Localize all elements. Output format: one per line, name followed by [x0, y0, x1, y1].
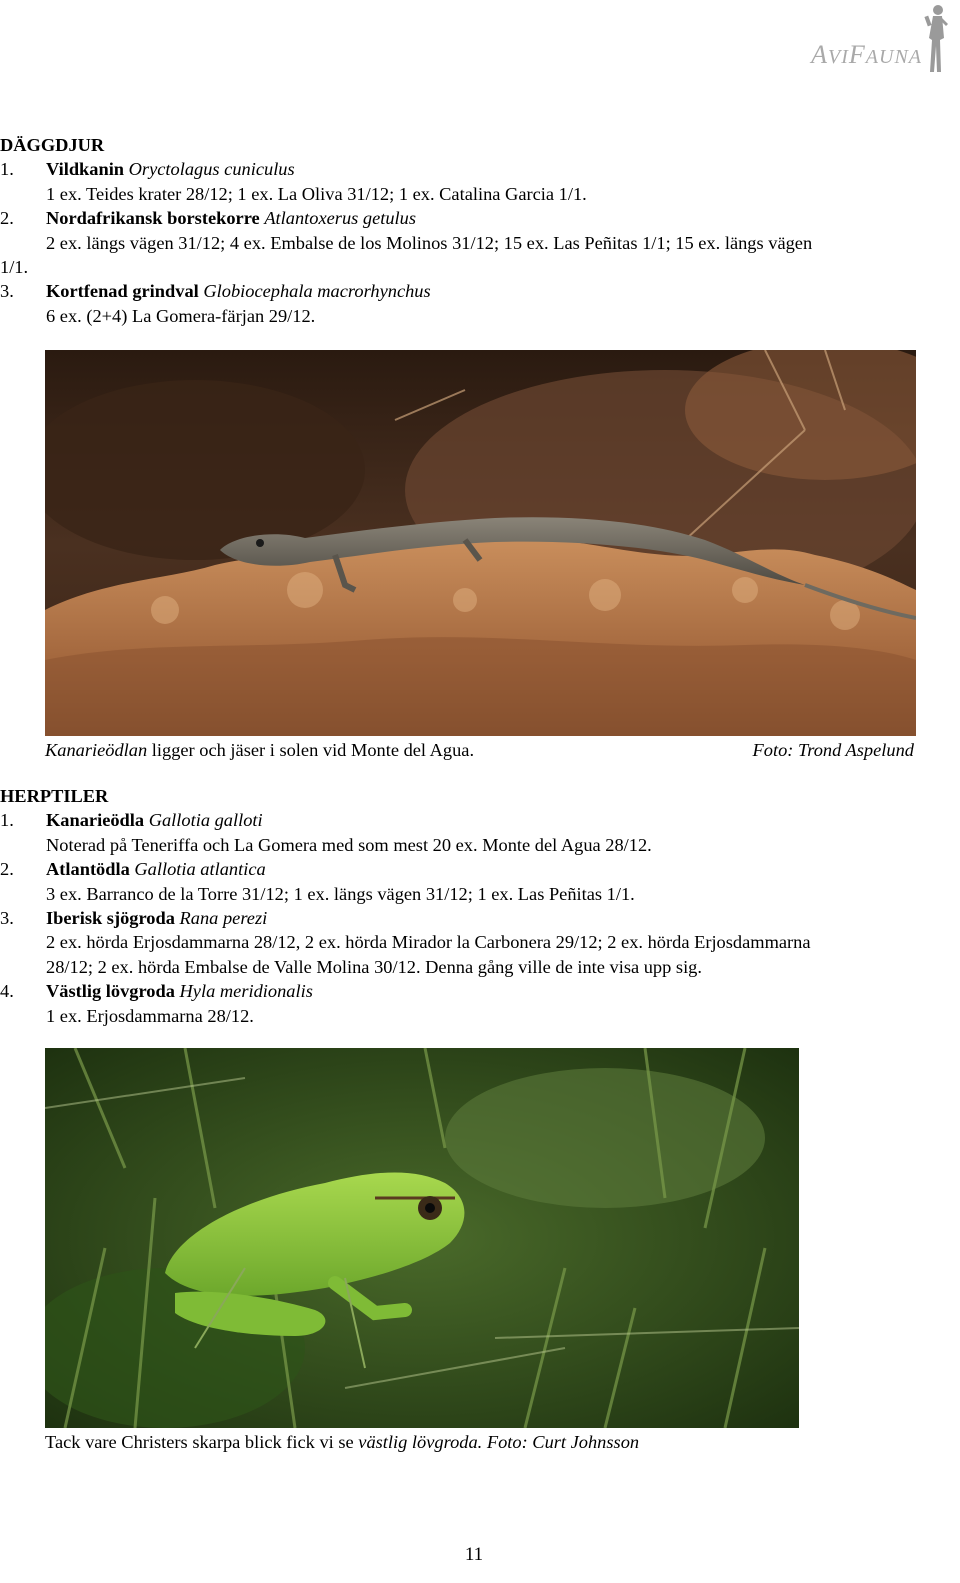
herptiles-section [0, 784, 960, 1028]
species-common-name: Västlig lövgroda [46, 981, 175, 1002]
observation-text: Noterad på Teneriffa och La Gomera med som mest 20 ex. Monte del Agua 28/12. [46, 834, 652, 855]
list-item: 3. Iberisk sjögroda Rana perezi [0, 907, 268, 928]
lizard-on-rock-image [45, 350, 916, 736]
observation-text: 6 ex. (2+4) La Gomera-färjan 29/12. [46, 305, 316, 326]
species-latin-name: Atlantoxerus getulus [264, 208, 417, 229]
species-common-name: Atlantödla [46, 859, 130, 880]
list-item: 1. Vildkanin Oryctolagus cuniculus [0, 159, 295, 180]
species-latin-name: Rana perezi [179, 907, 268, 928]
logo-wordmark: AVIFAUNA [811, 40, 922, 69]
lizard-photo [45, 350, 916, 736]
observation-text: 1 ex. Erjosdammarna 28/12. [46, 1005, 254, 1026]
observation-text: 2 ex. hörda Erjosdammarna 28/12, 2 ex. hörda Mirador la Carbonera 29/12; 2 ex. hörda Erjosdammarna [46, 932, 811, 953]
birdwatcher-figure-icon [920, 2, 950, 74]
list-item: 1. Kanarieödla Gallotia galloti [0, 810, 263, 831]
species-common-name: Vildkanin [46, 159, 125, 180]
tree-frog-in-grass-image [45, 1048, 799, 1428]
observation-text-continued: 1/1. [0, 256, 29, 277]
lizard-caption: Kanarieödlan ligger och jäser i solen vid Monte del Agua. [45, 740, 475, 760]
observation-text: 2 ex. längs vägen 31/12; 4 ex. Embalse de los Molinos 31/12; 15 ex. Las Peñitas 1/1; 15 ex. längs vägen [46, 232, 813, 253]
section-title: HERPTILER [0, 786, 109, 806]
mammals-section [0, 133, 960, 328]
avifauna-logo [774, 0, 954, 78]
frog-caption: Tack vare Christers skarpa blick fick vi se västlig lövgroda. Foto: Curt Johnsson [45, 1432, 640, 1452]
species-latin-name: Gallotia galloti [148, 810, 263, 831]
list-item: 2. Atlantödla Gallotia atlantica [0, 859, 266, 880]
frog-photo [45, 1048, 799, 1428]
section-title: DÄGGDJUR [0, 135, 105, 155]
observation-text-continued: 28/12; 2 ex. hörda Embalse de Valle Molina 30/12. Denna gång ville de inte visa upp sig. [46, 956, 702, 977]
species-common-name: Nordafrikansk borstekorre [46, 208, 260, 229]
page-number: 11 [464, 1544, 484, 1565]
species-latin-name: Globiocephala macrorhynchus [203, 281, 431, 302]
species-common-name: Kanarieödla [46, 810, 145, 831]
species-latin-name: Oryctolagus cuniculus [128, 159, 295, 180]
list-item: 4. Västlig lövgroda Hyla meridionalis [0, 981, 313, 1002]
photo-credit: Foto: Trond Aspelund [752, 740, 914, 760]
observation-text: 1 ex. Teides krater 28/12; 1 ex. La Oliva 31/12; 1 ex. Catalina Garcia 1/1. [46, 183, 587, 204]
species-common-name: Iberisk sjögroda [46, 907, 175, 928]
species-latin-name: Hyla meridionalis [179, 981, 313, 1002]
species-common-name: Kortfenad grindval [46, 281, 199, 302]
list-item: 3. Kortfenad grindval Globiocephala macrorhynchus [0, 281, 431, 302]
observation-text: 3 ex. Barranco de la Torre 31/12; 1 ex. längs vägen 31/12; 1 ex. Las Peñitas 1/1. [46, 883, 635, 904]
species-latin-name: Gallotia atlantica [134, 859, 266, 880]
list-item: 2. Nordafrikansk borstekorre Atlantoxerus getulus [0, 208, 417, 229]
